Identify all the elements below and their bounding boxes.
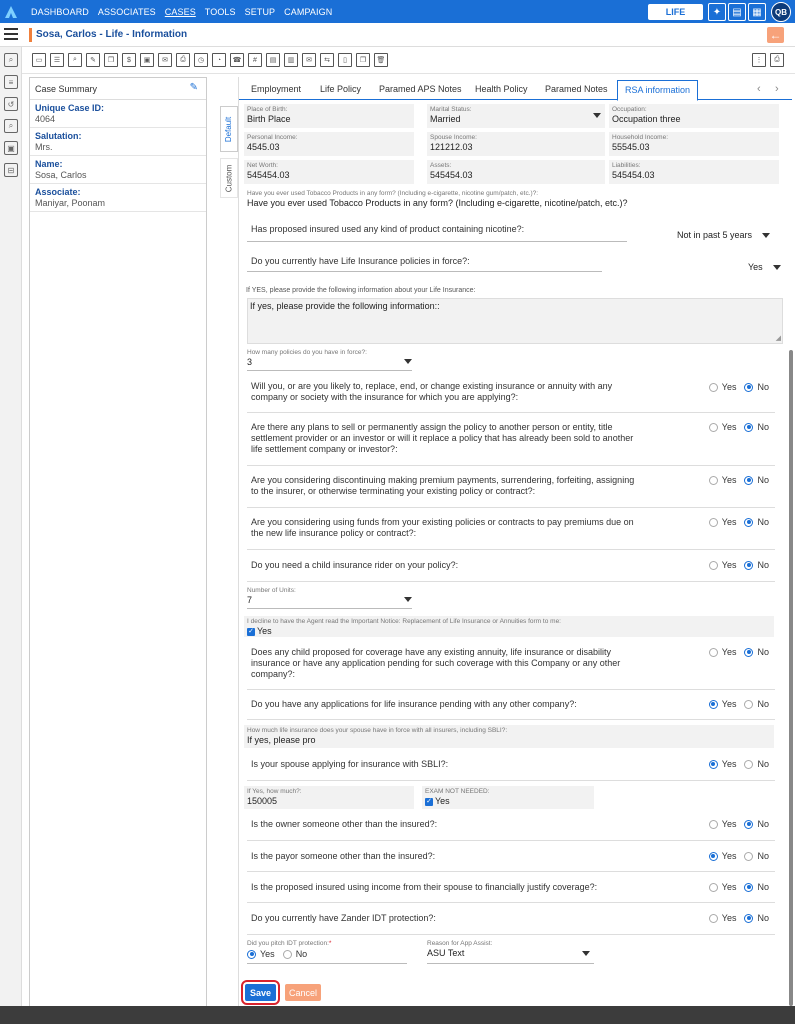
question-row [247, 841, 775, 872]
nav-setup[interactable]: SETUP [244, 6, 276, 17]
field-label: Spouse Income: [430, 134, 477, 141]
radio-label: Yes [721, 882, 737, 892]
title-accent-bar [29, 28, 32, 42]
chevron-down-icon [593, 113, 601, 118]
radio-label: Yes [721, 851, 737, 861]
question-text: Are you considering using funds from your existing policies or contracts to pay premiums due on the new life insurance policy or contract?: [251, 517, 634, 538]
nav-cases[interactable]: CASES [164, 6, 196, 17]
page-title: Sosa, Carlos - Life - Information [36, 29, 188, 40]
tab-prev-icon[interactable]: ‹ [757, 83, 761, 95]
chevron-down-icon [762, 233, 770, 238]
question-row [247, 638, 775, 690]
household-income-field[interactable] [609, 132, 779, 156]
radio-label: Yes [721, 475, 737, 485]
radio-label: No [757, 382, 769, 392]
tab-next-icon[interactable]: › [775, 83, 779, 95]
tab-paramed-notes[interactable]: Paramed Notes [545, 84, 608, 94]
field-value: 3 [247, 357, 253, 367]
radio-label: No [757, 913, 769, 923]
yes-no-radios [709, 913, 769, 923]
radio-label: Yes [260, 949, 275, 959]
question-text: Is your spouse applying for insurance with SBLI?: [251, 759, 449, 769]
radio-yes[interactable] [709, 820, 718, 829]
summary-value: Maniyar, Poonam [35, 198, 106, 208]
tab-health-policy[interactable]: Health Policy [475, 84, 528, 94]
radio-yes[interactable] [709, 423, 718, 432]
radio-yes[interactable] [709, 648, 718, 657]
radio-no[interactable] [744, 648, 753, 657]
radio-label: No [757, 882, 769, 892]
cancel-button[interactable]: Cancel [285, 984, 321, 1001]
question-text: Are you considering discontinuing making premium payments, surrendering, forfeiting, assigning to the insurer, or otherwise terminating your existing policy or contract?: [251, 475, 635, 496]
product-selector-button[interactable]: LIFE [648, 4, 703, 20]
if-yes-info-label: If YES, please provide the following information about your Life Insurance: [246, 287, 476, 294]
exam-not-needed-checkbox[interactable] [422, 786, 594, 809]
tool-card-icon[interactable]: ▯ [338, 53, 352, 67]
how-much-field[interactable] [244, 786, 414, 809]
question-text: Do you currently have Zander IDT protection?: [251, 913, 436, 923]
summary-label: Associate: [35, 187, 81, 197]
notes-icon[interactable]: ≡ [4, 75, 18, 89]
field-label: Household Income: [612, 134, 669, 141]
radio-label: No [757, 819, 769, 829]
field-label: Have you ever used Tobacco Products in any form? (Including e-cigarette, nicotine gum/patch, etc.)?: [247, 190, 539, 197]
question-text: Will you, or are you likely to, replace, end, or change existing insurance or annuity with any company or society with the insurance for which you are applying?: [251, 381, 613, 402]
yes-no-radios [709, 382, 769, 392]
radio-yes[interactable] [709, 914, 718, 923]
summary-value: Mrs. [35, 142, 53, 152]
radio-yes[interactable] [709, 476, 718, 485]
tool-money-icon[interactable]: $ [122, 53, 136, 67]
field-label: Personal Income: [247, 134, 298, 141]
radio-label: Yes [721, 382, 737, 392]
if-yes-info-textarea[interactable] [247, 298, 783, 344]
field-value: 545454.03 [612, 170, 655, 180]
document-icon[interactable]: ▤ [728, 3, 746, 21]
history-icon[interactable]: ↺ [4, 97, 18, 111]
field-label: Liabilities: [612, 162, 641, 169]
select-value: Yes [748, 262, 763, 272]
radio-label: No [757, 560, 769, 570]
field-value: 545454.03 [247, 170, 290, 180]
radio-no[interactable] [744, 883, 753, 892]
personal-income-field[interactable] [244, 132, 414, 156]
yes-no-radios [709, 647, 769, 657]
yes-no-radios [709, 517, 769, 527]
checkbox-checked-icon[interactable]: ✓ [248, 627, 254, 635]
field-value: ASU Text [427, 948, 465, 958]
tab-custom-label: Custom [224, 164, 234, 192]
life-in-force-select[interactable] [748, 262, 781, 272]
radio-label: No [757, 517, 769, 527]
tool-mail-icon[interactable]: ✉ [158, 53, 172, 67]
question-text: Is the owner someone other than the insured?: [251, 819, 438, 829]
field-value: Married [430, 114, 461, 124]
print-icon[interactable]: ⎙ [770, 53, 784, 67]
question-row [247, 903, 775, 935]
radio-no[interactable] [744, 700, 753, 709]
field-value: Have you ever used Tobacco Products in any form? (Including e-cigarette, nicotine/patch, etc.)? [247, 198, 628, 208]
search-icon[interactable]: ⌕ [4, 53, 18, 67]
question-row [247, 508, 775, 550]
summary-name [30, 156, 206, 184]
radio-yes[interactable] [709, 561, 718, 570]
checkbox-label: Yes [257, 626, 272, 636]
image-icon[interactable]: ▣ [4, 141, 18, 155]
yes-no-radios [709, 699, 769, 709]
policies-count-select[interactable] [247, 349, 412, 371]
chevron-down-icon [582, 951, 590, 956]
tool-phone-icon[interactable]: ☎ [230, 53, 244, 67]
radio-no[interactable] [744, 760, 753, 769]
calendar-icon[interactable]: ▦ [748, 3, 766, 21]
more-options-icon[interactable]: ⋮ [752, 53, 766, 67]
summary-label: Name: [35, 159, 63, 169]
tool-notes-icon[interactable]: ▤ [266, 53, 280, 67]
nav-campaign[interactable]: CAMPAIGN [284, 6, 333, 17]
question-row [247, 690, 775, 720]
radio-no[interactable] [744, 820, 753, 829]
tool-print-icon[interactable]: ⎙ [176, 53, 190, 67]
radio-no[interactable] [744, 383, 753, 392]
top-navigation-bar [0, 0, 795, 23]
radio-yes[interactable] [709, 700, 718, 709]
vertical-scrollbar[interactable] [789, 350, 793, 1006]
menu-icon[interactable] [4, 28, 18, 40]
radio-label: Yes [721, 647, 737, 657]
checkbox-checked-icon[interactable]: ✓ [426, 797, 432, 805]
spouse-income-field[interactable] [427, 132, 605, 156]
question-text: Has proposed insured used any kind of product containing nicotine?: [251, 224, 525, 234]
resize-handle-icon[interactable]: ◢ [775, 335, 781, 342]
summary-label: Unique Case ID: [35, 103, 105, 113]
tool-search-doc-icon[interactable]: ⌕ [68, 53, 82, 67]
tool-trash-icon[interactable]: 🗑 [374, 53, 388, 67]
tool-edit-doc-icon[interactable]: ✎ [86, 53, 100, 67]
radio-label: No [295, 949, 308, 959]
tool-envelope-icon[interactable]: ✉ [302, 53, 316, 67]
field-label: How many policies do you have in force?: [247, 349, 367, 356]
chevron-down-icon [404, 359, 412, 364]
radio-label: Yes [721, 517, 737, 527]
field-label: Assets: [430, 162, 452, 169]
case-summary-heading [30, 78, 206, 100]
tool-copy-icon[interactable]: ❐ [104, 53, 118, 67]
field-value: 7 [247, 595, 253, 605]
radio-label: No [757, 699, 769, 709]
field-label: I decline to have the Agent read the Important Notice: Replacement of Life Insurance or Annuities form to me: [247, 618, 561, 625]
left-rail [0, 47, 22, 1024]
question-row [247, 810, 775, 841]
assets-field[interactable] [427, 160, 605, 184]
field-value: 55545.03 [612, 142, 650, 152]
tool-copy2-icon[interactable]: ❐ [356, 53, 370, 67]
radio-no[interactable] [744, 914, 753, 923]
field-label: Reason for App Assist: [427, 940, 493, 947]
tool-flow-icon[interactable]: ⇆ [320, 53, 334, 67]
field-label: If Yes, how much?: [247, 788, 302, 795]
net-worth-field[interactable] [244, 160, 414, 184]
required-mark: * [328, 940, 332, 947]
field-value: If yes, please pro [247, 735, 316, 745]
liabilities-field[interactable] [609, 160, 779, 184]
spouse-insurance-field[interactable] [244, 725, 774, 748]
tab-life-policy[interactable]: Life Policy [320, 84, 362, 94]
radio-no[interactable] [744, 476, 753, 485]
network-icon[interactable]: ⊟ [4, 163, 18, 177]
radio-label: Yes [721, 422, 737, 432]
question-text: Do you need a child insurance rider on your policy?: [251, 560, 459, 570]
nicotine-select[interactable] [677, 230, 770, 240]
case-summary-title: Case Summary [35, 84, 98, 94]
field-value: 4545.03 [247, 142, 280, 152]
field-label: Occupation: [612, 106, 647, 113]
summary-label: Salutation: [35, 131, 82, 141]
tab-rsa-information[interactable]: RSA information [617, 80, 698, 101]
page-title-bar [0, 23, 795, 47]
question-text: Do you currently have Life Insurance policies in force?: [251, 256, 470, 266]
radio-no[interactable] [744, 423, 753, 432]
summary-salutation [30, 128, 206, 156]
field-value: Occupation three [612, 114, 681, 124]
pitch-idt-radio-yes[interactable] [247, 950, 256, 959]
case-summary-panel [29, 77, 207, 1007]
sparkle-icon[interactable]: ✦ [708, 3, 726, 21]
field-label: Did you pitch IDT protection: [247, 940, 329, 947]
radio-label: Yes [721, 759, 737, 769]
radio-no[interactable] [744, 518, 753, 527]
pitch-idt-group [247, 940, 407, 964]
nicotine-question [247, 220, 627, 242]
question-text: Is the payor someone other than the insured?: [251, 851, 436, 861]
radio-yes[interactable] [709, 760, 718, 769]
bottom-status-bar [0, 1006, 795, 1024]
document-search-icon[interactable]: ⌕ [4, 119, 18, 133]
radio-label: No [757, 647, 769, 657]
summary-value: 4064 [35, 114, 56, 124]
question-text: Does any child proposed for coverage have any existing annuity, life insurance or disability insurance or have any application pending for such coverage with this Company or any other company?: [251, 647, 621, 679]
radio-yes[interactable] [709, 518, 718, 527]
radio-label: No [757, 422, 769, 432]
field-label: Place of Birth: [247, 106, 288, 113]
tab-default[interactable] [220, 106, 238, 152]
checkbox-label: Yes [435, 796, 450, 806]
tab-paramed-aps-notes[interactable]: Paramed APS Notes [379, 84, 462, 94]
tool-stack-icon[interactable]: ▥ [284, 53, 298, 67]
app-assist-reason-select[interactable] [427, 940, 594, 964]
textarea-value: If yes, please provide the following information:: [250, 301, 440, 311]
user-avatar[interactable]: QB [771, 2, 791, 22]
tab-custom[interactable] [220, 158, 238, 198]
radio-label: No [757, 475, 769, 485]
chevron-down-icon [773, 265, 781, 270]
occupation-field[interactable] [609, 104, 779, 128]
tool-timer-icon[interactable]: ◔ [212, 53, 226, 67]
radio-label: Yes [721, 819, 737, 829]
marital-status-select[interactable] [427, 104, 605, 128]
question-text: Is the proposed insured using income from their spouse to financially justify coverage?: [251, 882, 598, 892]
nav-dashboard[interactable]: DASHBOARD [31, 6, 89, 17]
radio-label: No [757, 851, 769, 861]
nav-tools[interactable]: TOOLS [204, 6, 236, 17]
yes-no-radios [709, 882, 769, 892]
radio-label: No [757, 759, 769, 769]
radio-label: Yes [721, 913, 737, 923]
question-row [247, 550, 775, 582]
field-label: Number of Units: [247, 587, 296, 594]
section-tabs [239, 80, 792, 100]
yes-no-radios [709, 475, 769, 485]
nav-associates[interactable]: ASSOCIATES [97, 6, 156, 17]
radio-no[interactable] [744, 852, 753, 861]
tool-list-icon[interactable]: ☰ [50, 53, 64, 67]
summary-associate [30, 184, 206, 212]
question-row [247, 466, 775, 508]
field-label: EXAM NOT NEEDED: [425, 788, 490, 795]
tobacco-field[interactable] [244, 188, 779, 212]
radio-yes[interactable] [709, 883, 718, 892]
question-row [247, 872, 775, 903]
tool-calculator-icon[interactable]: # [248, 53, 262, 67]
question-row [247, 750, 775, 781]
field-label: How much life insurance does your spouse have in force with all insurers, including SBLI?: [247, 727, 508, 734]
yes-no-radios [709, 759, 769, 769]
tool-clock-icon[interactable]: ◷ [194, 53, 208, 67]
tab-employment[interactable]: Employment [251, 84, 302, 94]
yes-no-radios [709, 422, 769, 432]
pin-icon[interactable]: ✎ [189, 82, 198, 93]
summary-case-id [30, 100, 206, 128]
yes-no-radios [709, 851, 769, 861]
question-row [247, 414, 775, 466]
decline-notice-checkbox[interactable] [244, 616, 774, 637]
life-in-force-question [247, 254, 602, 272]
field-value: 545454.03 [430, 170, 473, 180]
radio-no[interactable] [744, 561, 753, 570]
radio-label: Yes [721, 699, 737, 709]
field-value: 121212.03 [430, 142, 473, 152]
save-button[interactable]: Save [245, 984, 276, 1001]
action-toolbar [22, 47, 795, 74]
question-text: Are there any plans to sell or permanently assign the policy to another person or entity, title settlement provider or an investor or will it replace a policy that has already been sold to another life settlement company or investor?: [251, 422, 634, 454]
number-of-units-select[interactable] [247, 587, 412, 609]
select-value: Not in past 5 years [677, 230, 753, 240]
chevron-down-icon [404, 597, 412, 602]
pitch-idt-radio-no[interactable] [283, 950, 292, 959]
radio-yes[interactable] [709, 383, 718, 392]
app-logo-icon[interactable] [0, 0, 22, 23]
summary-value: Sosa, Carlos [35, 170, 87, 180]
field-label: Net Worth: [247, 162, 278, 169]
tab-default-label: Default [224, 116, 234, 142]
yes-no-radios [709, 560, 769, 570]
field-label: Marital Status: [430, 106, 472, 113]
back-arrow-icon[interactable]: ← [767, 27, 784, 43]
radio-label: Yes [721, 560, 737, 570]
radio-yes[interactable] [709, 852, 718, 861]
yes-no-radios [709, 819, 769, 829]
field-value: Birth Place [247, 114, 291, 124]
question-row [247, 374, 775, 413]
place-of-birth-field[interactable] [244, 104, 414, 128]
question-text: Do you have any applications for life insurance pending with any other company?: [251, 699, 577, 709]
tool-scan-icon[interactable]: ▣ [140, 53, 154, 67]
tool-form-icon[interactable]: ▭ [32, 53, 46, 67]
field-value: 150005 [247, 796, 278, 806]
